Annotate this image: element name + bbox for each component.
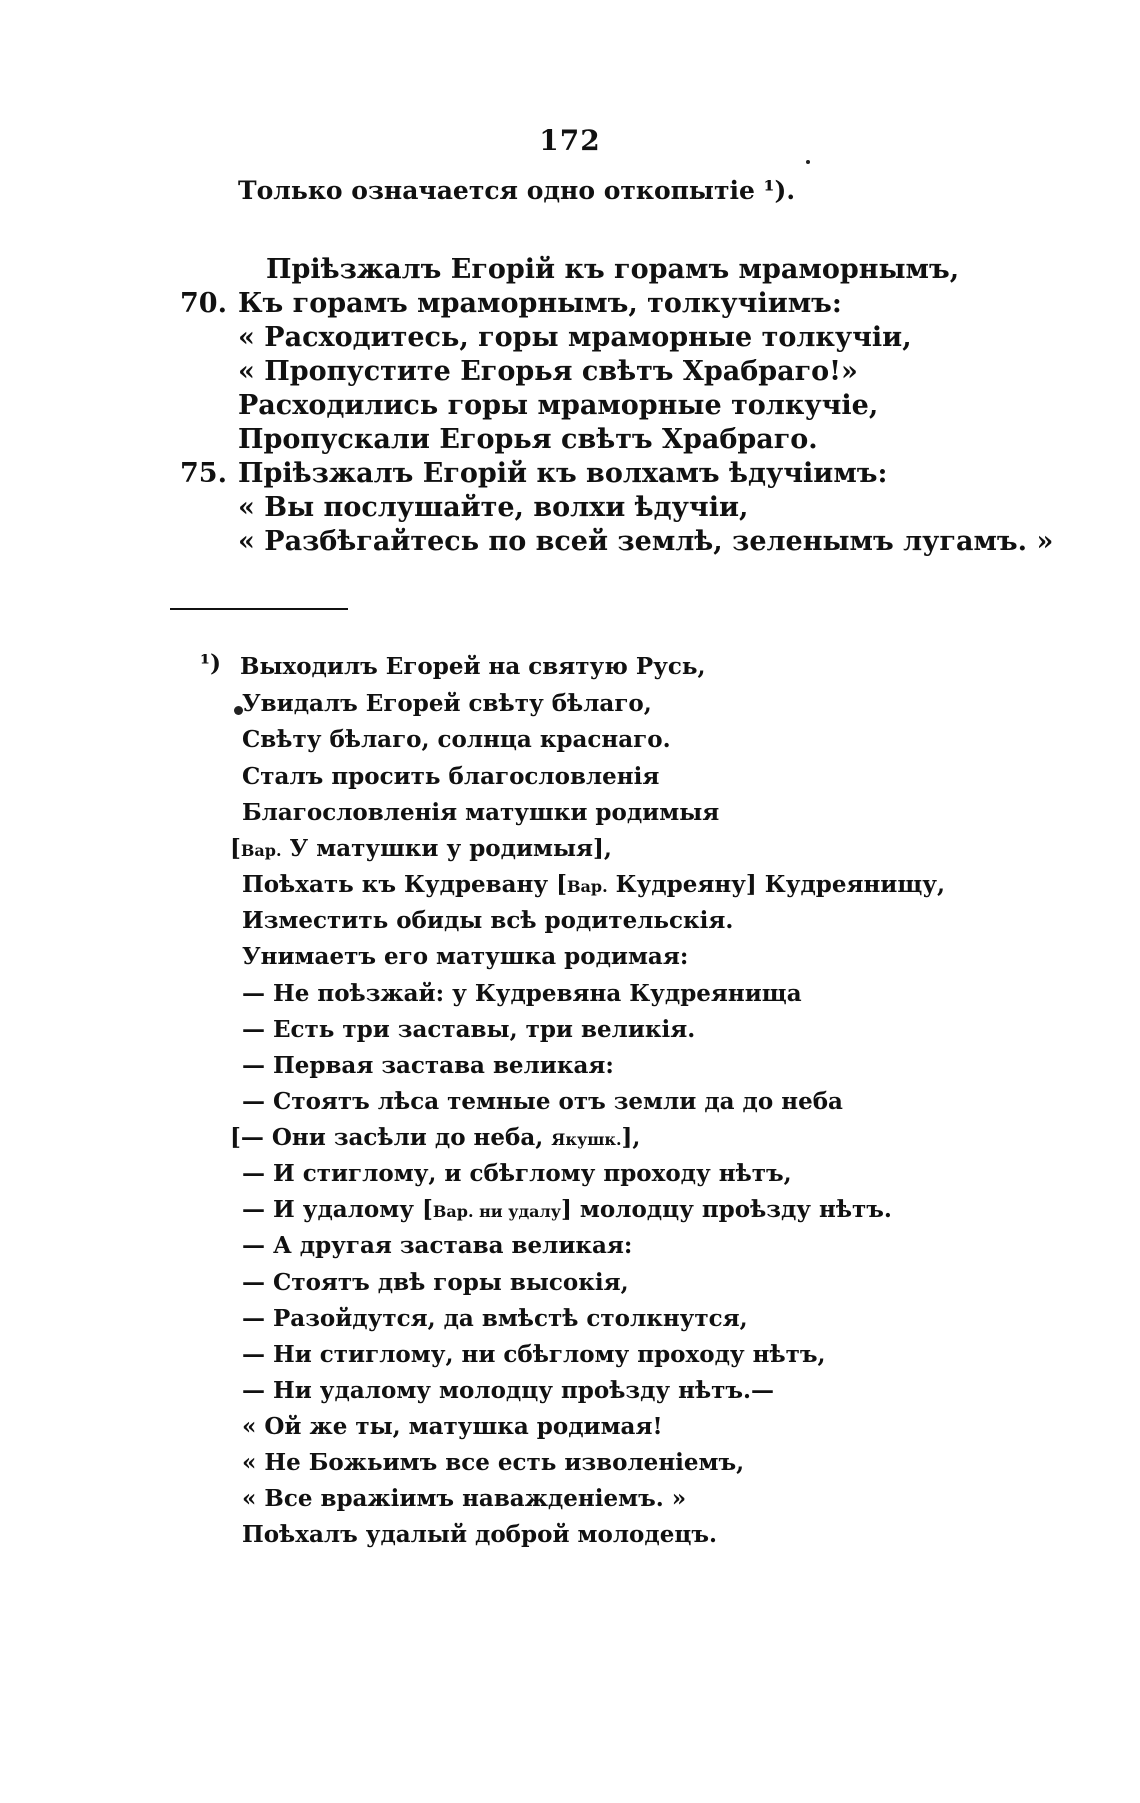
footnote-line: — Стоятъ лѣса темные отъ земли да до неба	[242, 1088, 843, 1115]
verse-line	[238, 524, 1053, 560]
footnote-line: — Первая застава великая:	[242, 1052, 614, 1079]
verse-text: Пріѣзжалъ Егорій къ волхамъ ѣдучіимъ:	[238, 458, 888, 489]
footnote-line: « Все вражіимъ наважденіемъ. »	[242, 1485, 687, 1512]
verse-line	[238, 320, 912, 356]
footnote-line: Благословленія матушки родимыя	[242, 799, 720, 826]
verse-text: « Разбѣгайтесь по всей землѣ, зеленымъ лугамъ. »	[238, 526, 1054, 557]
footnote-line: — И стиглому, и сбѣглому проходу нѣтъ,	[242, 1160, 792, 1187]
footnote-line: [— Они засѣли до неба, Якушк.],	[230, 1124, 641, 1151]
verse-text: Къ горамъ мраморнымъ, толкучіимъ:	[238, 288, 842, 319]
verse-line	[238, 354, 858, 390]
verse-text: « Вы послушайте, волхи ѣдучіи,	[238, 492, 749, 523]
footnote-line: Выходилъ Егорей на святую Русь,	[240, 653, 706, 680]
page-number: 172	[539, 124, 601, 157]
verse-line	[238, 422, 818, 458]
verse-text: Расходились горы мраморные толкучіе,	[238, 390, 879, 421]
footnote-line: — Не поѣзжай: у Кудревяна Кудреянища	[242, 980, 802, 1007]
footnote-line: Поѣхать къ Кудревану [Вар. Кудреяну] Кудреянищу,	[242, 871, 945, 898]
verse-line	[238, 490, 748, 526]
footnote-line: Изместить обиды всѣ родительскія.	[242, 907, 734, 934]
footnote-marker: ¹)	[200, 650, 221, 677]
footnote-line: « Ой же ты, матушка родимая!	[242, 1413, 663, 1440]
footnote-line: — И удалому [Вар. ни удалу] молодцу проѣзду нѣтъ.	[242, 1196, 892, 1223]
footnote-line: — Разойдутся, да вмѣстѣ столкнутся,	[242, 1305, 748, 1332]
line-number: 70.	[180, 288, 227, 319]
intro-line: Только означается одно откопытіе ¹).	[238, 176, 796, 205]
footnote-line: — Есть три заставы, три великія.	[242, 1016, 696, 1043]
verse-text: Пріѣзжалъ Егорій къ горамъ мраморнымъ,	[266, 254, 960, 285]
footnote-line: Сталъ просить благословленія	[242, 763, 660, 790]
footnote-line: — Ни удалому молодцу проѣзду нѣтъ.—	[242, 1377, 775, 1404]
footnote-line: [Вар. У матушки у родимыя],	[230, 835, 612, 862]
footnote-line: Поѣхалъ удалый доброй молодецъ.	[242, 1521, 717, 1548]
footnote-line: Увидалъ Егорей свѣту бѣлаго,	[242, 690, 652, 717]
verse-line	[266, 252, 959, 288]
footnote-line: Унимаетъ его матушка родимая:	[242, 943, 689, 970]
footnote-line: « Не Божьимъ все есть изволеніемъ,	[242, 1449, 745, 1476]
line-number: 75.	[180, 458, 227, 489]
footnote-line: — Ни стиглому, ни сбѣглому проходу нѣтъ,	[242, 1341, 826, 1368]
verse-text: Пропускали Егорья свѣтъ Храбраго.	[238, 424, 818, 455]
footnote-line: — Стоятъ двѣ горы высокія,	[242, 1269, 629, 1296]
ink-speck	[806, 160, 810, 164]
footnote-separator	[170, 608, 348, 610]
footnote-line: — А другая застава великая:	[242, 1232, 633, 1259]
verse-line	[238, 388, 878, 424]
footnote-line: Свѣту бѣлаго, солнца краснаго.	[242, 726, 671, 753]
verse-text: « Пропустите Егорья свѣтъ Храбраго!»	[238, 356, 858, 387]
verse-text: « Расходитесь, горы мраморные толкучіи,	[238, 322, 912, 353]
